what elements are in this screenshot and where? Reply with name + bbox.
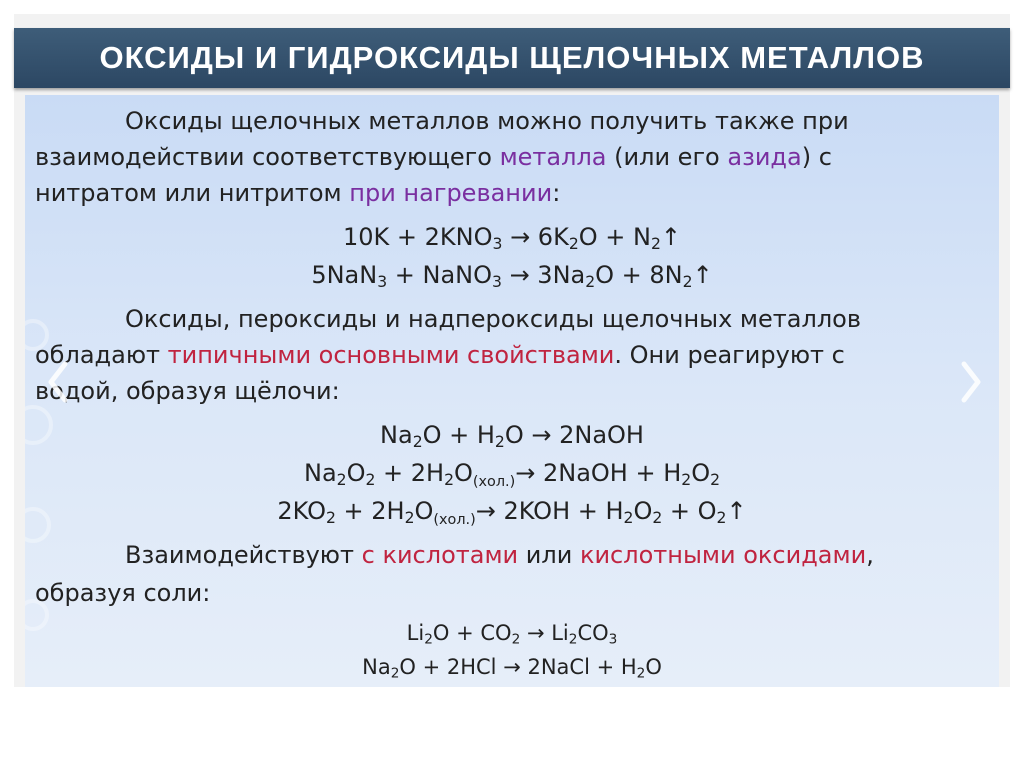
eq2-sub: 2	[585, 272, 596, 291]
equation-5	[25, 497, 999, 529]
eq4-part: Na	[304, 459, 337, 487]
eq1-part: 10K + 2KNO	[343, 223, 493, 251]
eq4-sub: 2	[444, 470, 455, 489]
eq3-sub: 2	[412, 432, 423, 451]
para3-line2: образуя соли:	[35, 579, 211, 607]
para2-line3: водой, образуя щёлочи:	[35, 377, 340, 405]
para1-line3-text-a: нитратом или нитритом	[35, 179, 350, 207]
eq7-part: O	[645, 655, 662, 679]
eq7-sub: 2	[390, 665, 400, 682]
para1-line2-text-c: (или его	[606, 143, 728, 171]
eq1-part: ↑	[660, 223, 681, 251]
equation-7	[25, 655, 999, 682]
eq5-part: ↑	[726, 497, 747, 525]
highlight-acids: с кислотами	[361, 541, 519, 569]
eq5-part: + O	[662, 497, 717, 525]
eq5-condition: (хол.)	[433, 512, 476, 529]
eq6-sub: 3	[608, 631, 618, 648]
equation-1	[25, 223, 999, 251]
para2-line2-text-a: обладают	[35, 341, 168, 369]
eq2-part: ↑	[692, 261, 713, 289]
eq5-sub: 2	[326, 508, 336, 527]
eq5-sub: 2	[623, 508, 634, 527]
equation-4	[25, 459, 999, 491]
eq2-part: → 3Na	[501, 261, 586, 289]
eq7-part: O + 2HCl → 2NaCl + H	[399, 655, 637, 679]
eq3-sub: 2	[494, 432, 505, 451]
eq6-part: O + CO	[432, 621, 512, 645]
eq3-part: O + H	[422, 421, 495, 449]
title-bar	[14, 28, 1010, 88]
eq4-part: → 2NaOH + H	[515, 459, 682, 487]
eq6-sub: 2	[568, 631, 578, 648]
eq5-part: O	[633, 497, 653, 525]
para2-line1: Оксиды, пероксиды и надпероксиды щелочных металлов	[125, 305, 861, 333]
para1-line3	[35, 179, 560, 207]
eq6-part: Li	[406, 621, 425, 645]
slide-title: ОКСИДЫ И ГИДРОКСИДЫ ЩЕЛОЧНЫХ МЕТАЛЛОВ	[99, 40, 925, 75]
highlight-acid-oxides: кислотными оксидами	[579, 541, 867, 569]
para2-line2-text-c: . Они реагируют с	[614, 341, 845, 369]
eq7-part: Na	[362, 655, 391, 679]
eq4-sub: 2	[365, 470, 376, 489]
eq4-condition: (хол.)	[472, 474, 516, 491]
eq1-sub: 2	[568, 234, 579, 253]
eq7-sub: 2	[636, 665, 646, 682]
eq4-sub: 2	[681, 470, 692, 489]
para1-line2-text-e: ) с	[801, 143, 832, 171]
eq1-sub: 3	[492, 234, 503, 253]
eq1-part: O + N	[578, 223, 651, 251]
eq6-sub: 2	[424, 631, 433, 648]
eq4-part: + 2H	[375, 459, 445, 487]
eq1-sub: 2	[650, 234, 661, 253]
eq5-part: → 2KOH + H	[475, 497, 624, 525]
eq4-sub: 2	[336, 470, 347, 489]
eq4-part: O	[691, 459, 711, 487]
highlight-azide: азида	[727, 143, 802, 171]
eq1-part: → 6K	[502, 223, 569, 251]
eq2-part: + NaNO	[387, 261, 493, 289]
eq5-sub: 2	[404, 508, 415, 527]
eq5-sub: 2	[716, 508, 727, 527]
para2-line2	[35, 341, 845, 369]
eq2-sub: 3	[377, 272, 388, 291]
equation-2	[25, 261, 999, 289]
eq2-part: 5NaN	[311, 261, 378, 289]
highlight-metal: металла	[499, 143, 607, 171]
eq3-part: O → 2NaOH	[504, 421, 644, 449]
chevron-right-icon[interactable]	[958, 360, 984, 404]
equation-6	[25, 621, 999, 648]
para1-line2-text-a: взаимодействии соответствующего	[35, 143, 500, 171]
highlight-basic-properties: типичными основными свойствами	[167, 341, 615, 369]
para1-line1: Оксиды щелочных металлов можно получить также при	[125, 107, 849, 135]
eq6-part: → Li	[520, 621, 569, 645]
para3-line1-text-c: или	[518, 541, 580, 569]
eq5-sub: 2	[652, 508, 663, 527]
para3-line1	[125, 541, 874, 569]
eq3-part: Na	[380, 421, 413, 449]
content-panel	[25, 95, 999, 687]
eq6-sub: 2	[511, 631, 521, 648]
para3-line1-text-a: Взаимодействуют	[125, 541, 362, 569]
eq5-part: 2KO	[277, 497, 326, 525]
eq4-part: O	[346, 459, 366, 487]
chevron-left-icon[interactable]	[45, 360, 71, 404]
eq6-part: CO	[577, 621, 609, 645]
eq4-part: O	[454, 459, 473, 487]
equation-3	[25, 421, 999, 449]
para1-line2	[35, 143, 832, 171]
eq4-sub: 2	[710, 470, 720, 489]
para3-line1-text-e: ,	[866, 541, 874, 569]
eq5-part: O	[414, 497, 434, 525]
eq5-part: + 2H	[335, 497, 405, 525]
highlight-heating: при нагревании	[349, 179, 553, 207]
para1-line3-text-c: :	[552, 179, 561, 207]
eq2-part: O + 8N	[595, 261, 683, 289]
eq2-sub: 3	[492, 272, 502, 291]
eq2-sub: 2	[682, 272, 693, 291]
